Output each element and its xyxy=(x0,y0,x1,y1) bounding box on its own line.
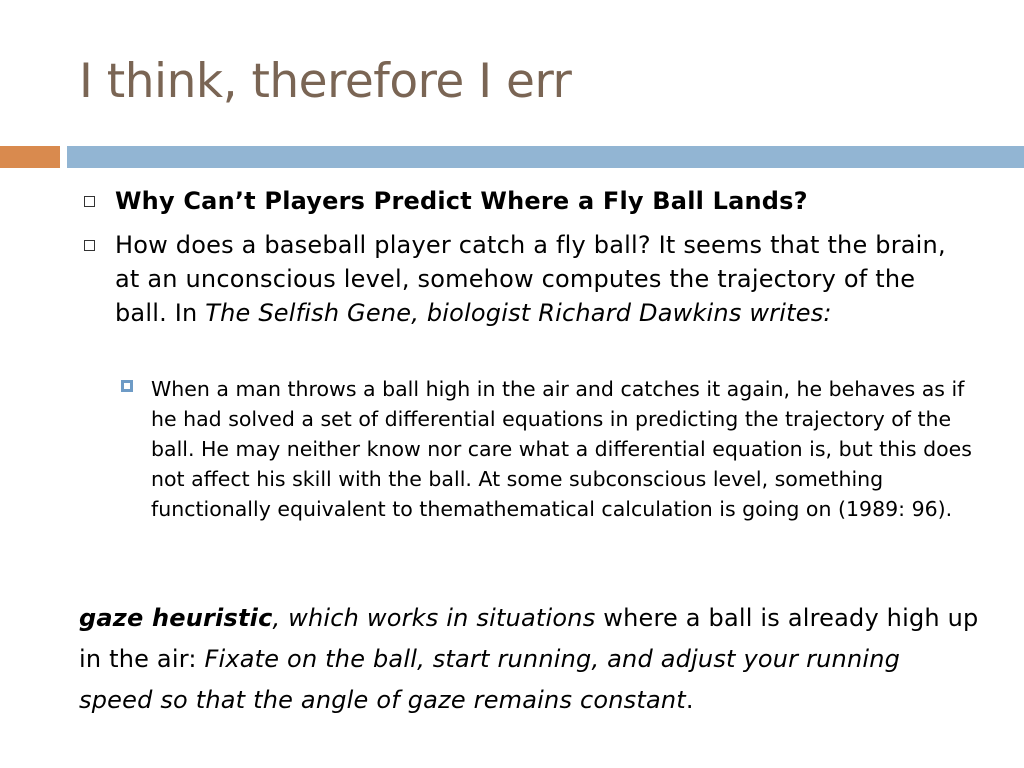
closing-plain-2: . xyxy=(685,686,694,714)
bullet-paragraph-colon: : xyxy=(823,299,832,327)
bullet-paragraph xyxy=(115,228,955,330)
book-reference: The Selfish Gene, biologist Richard Dawkins writes xyxy=(205,299,824,327)
accent-bar-orange xyxy=(0,146,60,168)
accent-bar-blue xyxy=(67,146,1024,168)
closing-plain-1: where a ball is already high up in the air: xyxy=(79,604,979,673)
bullet-heading: Why Can’t Players Predict Where a Fly Ball Lands? xyxy=(115,187,808,215)
closing-italic-2: Fixate on the ball, start running, and adjust your running speed so that the angle of gaze remains constant xyxy=(79,645,901,714)
filled-square-bullet-icon xyxy=(121,380,133,392)
bullet-paragraph-text: How does a baseball player catch a fly ball? It seems that the brain, at an unconscious level, somehow computes the trajectory of the ball. In xyxy=(115,231,946,327)
gaze-heuristic-term: gaze heuristic xyxy=(79,604,273,632)
quote-sub-bullet: When a man throws a ball high in the air and catches it again, he behaves as if he had solved a set of differential equations in predicting the trajectory of the ball. He may neither know nor care what a differential equation is, but this does not affect his skill with the ball. At some subconscious level, something functionally equivalent to themathematical calculation is going on (1989: 96). xyxy=(151,377,972,521)
hollow-square-bullet-icon xyxy=(84,196,95,207)
slide-title: I think, therefore I err xyxy=(79,54,572,109)
closing-paragraph xyxy=(79,598,979,721)
hollow-square-bullet-icon xyxy=(84,240,95,251)
closing-italic-1: , which works in situations xyxy=(272,604,604,632)
